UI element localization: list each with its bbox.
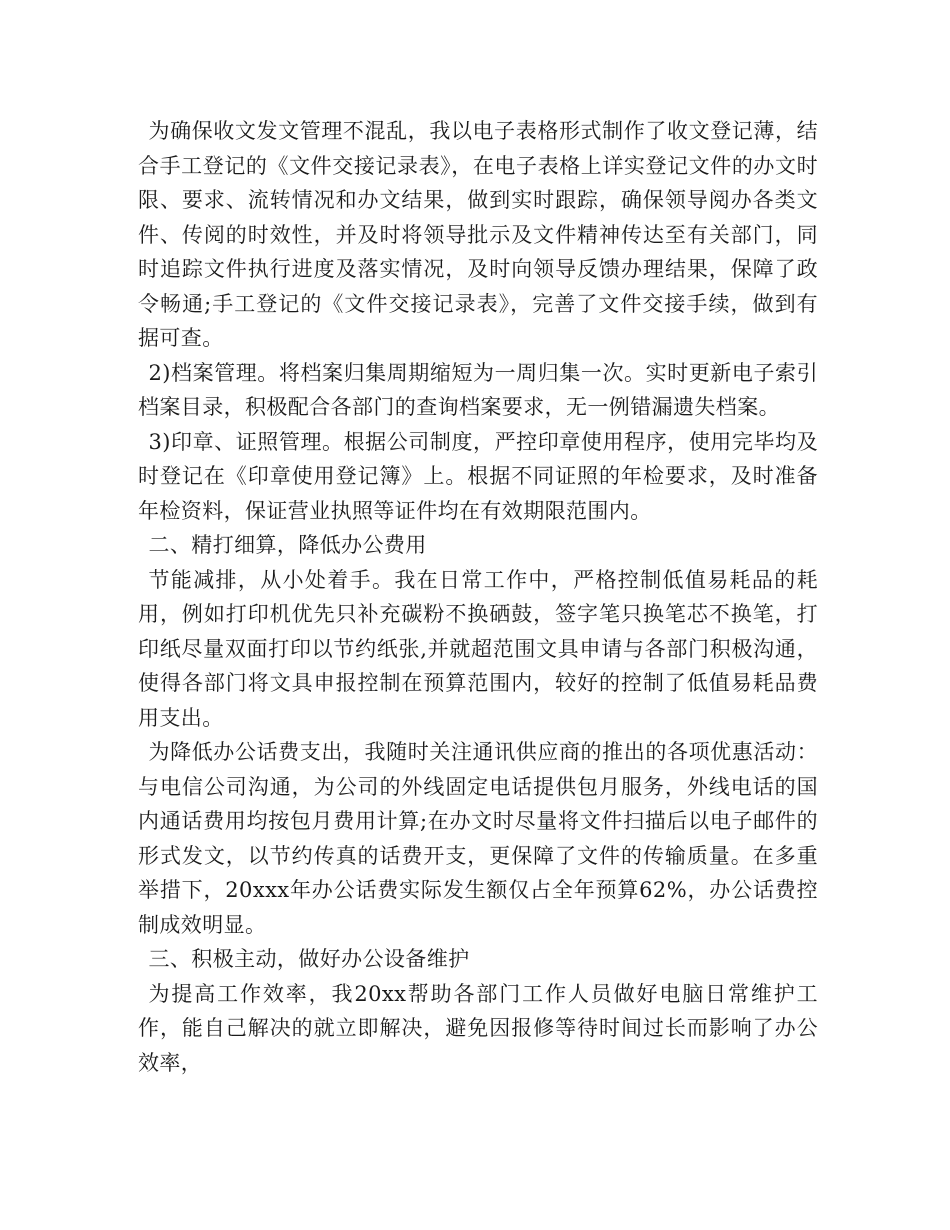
paragraph-computer-maintenance: 为提高工作效率，我20xx帮助各部门工作人员做好电脑日常维护工作，能自己解决的就立即解决，避免因报修等待时间过长而影响了办公效率， [138, 981, 818, 1075]
paragraph-seal-license-management: 3)印章、证照管理。根据公司制度，严控印章使用程序，使用完毕均及时登记在《印章使用登记簿》上。根据不同证照的年检要求，及时准备年检资料，保证营业执照等证件均在有效期限范围内。 [138, 429, 818, 523]
paragraph-phone-cost: 为降低办公话费支出，我随时关注通讯供应商的推出的各项优惠活动：与电信公司沟通，为公司的外线固定电话提供包月服务，外线电话的国内通话费用均按包月费用计算;在办文时尽量将文件扫描后以电子邮件的形式发文，以节约传真的话费开支，更保障了文件的传输质量。在多重举措下，20xxx年办公话费实际发生额仅占全年预算62%，办公话费控制成效明显。 [138, 740, 818, 937]
paragraph-energy-saving: 节能减排，从小处着手。我在日常工作中，严格控制低值易耗品的耗用，例如打印机优先只补充碳粉不换硒鼓，签字笔只换笔芯不换笔，打印纸尽量双面打印以节约纸张,并就超范围文具申请与各部门积极沟通，使得各部门将文具申报控制在预算范围内，较好的控制了低值易耗品费用支出。 [138, 567, 818, 730]
paragraph-receiving-dispatch: 为确保收文发文管理不混乱，我以电子表格形式制作了收文登记薄，结合手工登记的《文件交接记录表》，在电子表格上详实登记文件的办文时限、要求、流转情况和办文结果，做到实时跟踪，确保领导阅办各类文件、传阅的时效性，并及时将领导批示及文件精神传达至有关部门，同时追踪文件执行进度及落实情况，及时向领导反馈办理结果，保障了政令畅通;手工登记的《文件交接记录表》，完善了文件交接手续，做到有据可查。 [138, 119, 818, 350]
section-heading-equipment-maintenance: 三、积极主动，做好办公设备维护 [148, 947, 470, 971]
section-heading-cost-saving: 二、精打细算，降低办公费用 [148, 533, 427, 557]
document-body [138, 114, 818, 1080]
paragraph-archive-management: 2)档案管理。将档案归集周期缩短为一周归集一次。实时更新电子索引档案目录，积极配合各部门的查询档案要求，无一例错漏遗失档案。 [138, 360, 818, 419]
